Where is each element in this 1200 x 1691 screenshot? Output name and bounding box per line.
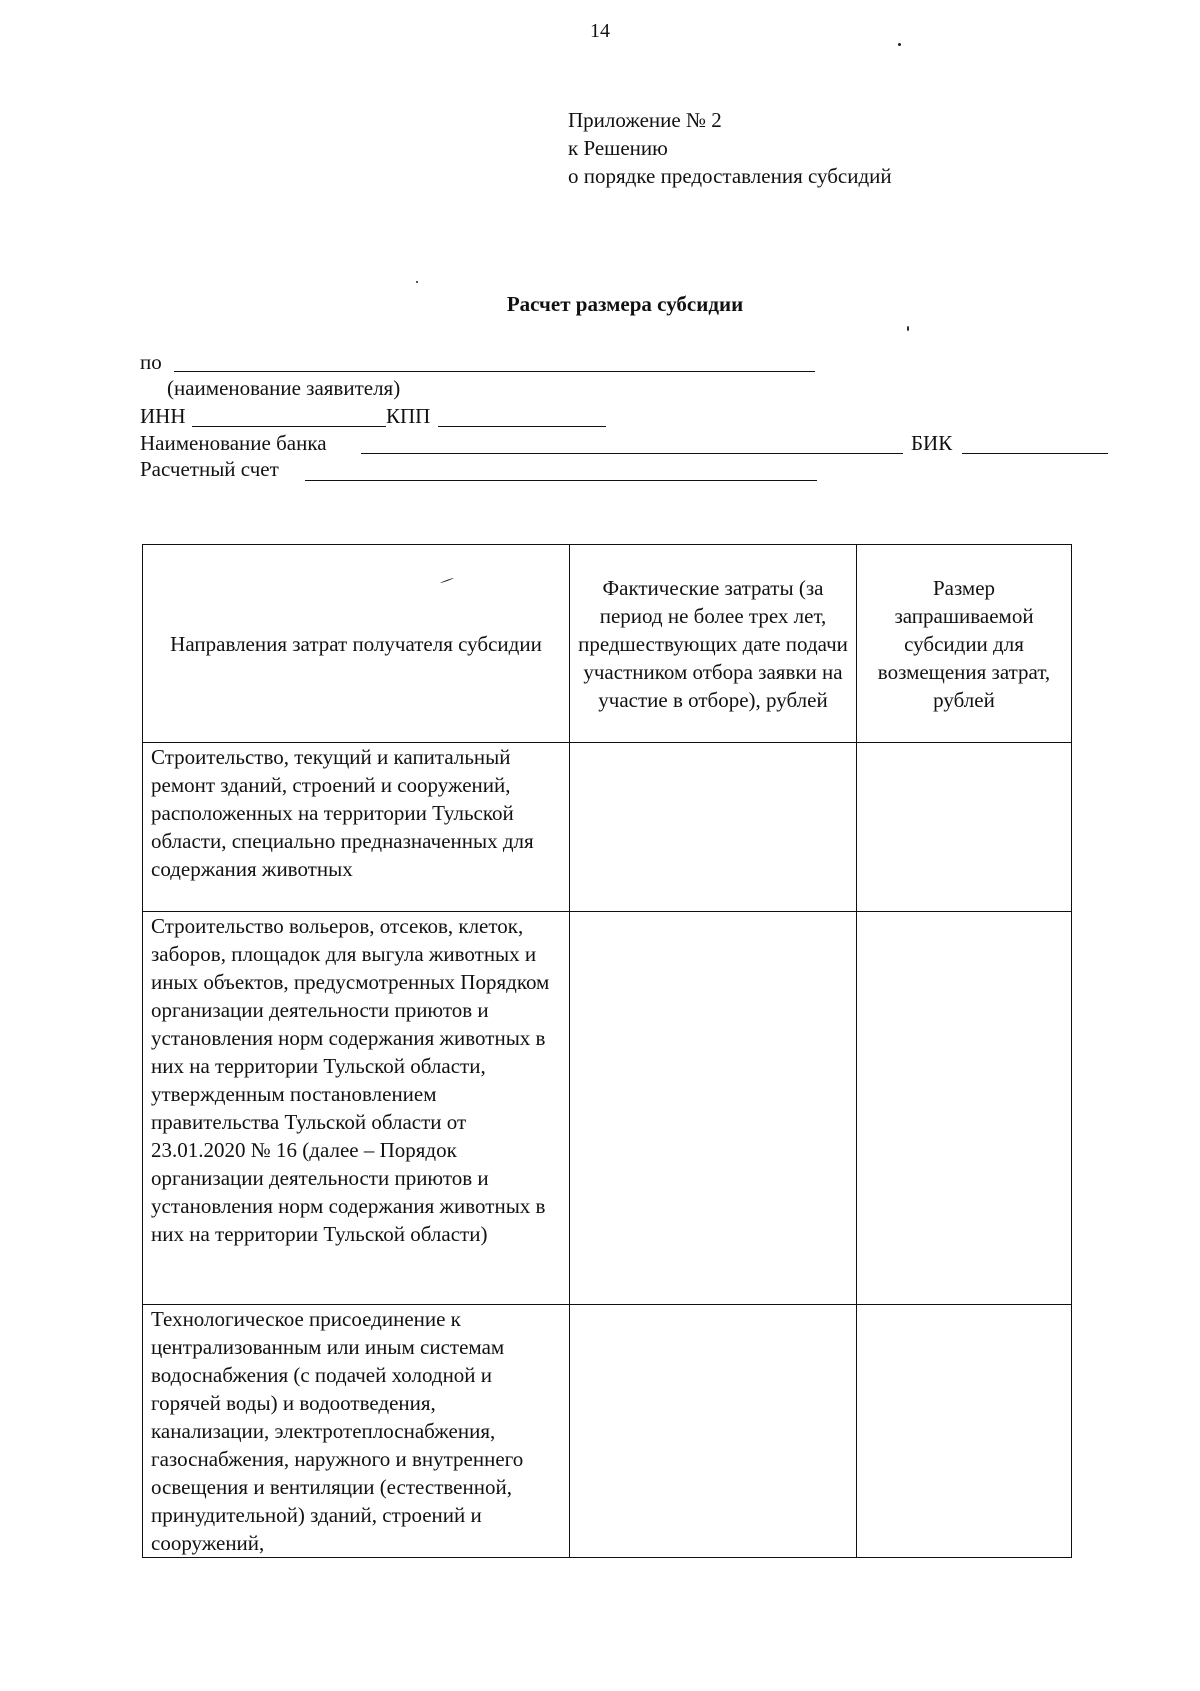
actual-costs-cell[interactable]: [570, 912, 857, 1305]
scan-speck: [907, 326, 909, 331]
table-row: [143, 912, 1072, 1305]
account-label: Расчетный счет: [140, 457, 279, 481]
subsidy-calculation-table: [142, 544, 1072, 1558]
kpp-field[interactable]: [438, 426, 606, 427]
scan-speck: [898, 43, 901, 46]
table-header-row: [143, 545, 1072, 743]
scan-speck: [416, 281, 418, 283]
header-actual-costs: Фактические затраты (за период не более трех лет, предшествующих дате подачи участником отбора заявки на участие в отборе), рублей: [570, 545, 857, 743]
po-label: по: [140, 350, 162, 374]
requested-amount-cell[interactable]: [857, 743, 1072, 912]
applicant-name-field[interactable]: [174, 371, 815, 372]
actual-costs-cell[interactable]: [570, 1305, 857, 1558]
table-row: [143, 743, 1072, 912]
appendix-reference: [568, 106, 892, 190]
inn-label: ИНН: [140, 404, 186, 428]
cost-direction-cell: Строительство, текущий и капитальный ремонт зданий, строений и сооружений, расположенных на территории Тульской области, специально предназначенных для содержания животных: [143, 743, 570, 912]
inn-field[interactable]: [192, 426, 386, 427]
account-field[interactable]: [305, 480, 817, 481]
header-requested-amount: Размер запрашиваемой субсидии для возмещения затрат, рублей: [857, 545, 1072, 743]
requested-amount-cell[interactable]: [857, 912, 1072, 1305]
table-row: [143, 1305, 1072, 1558]
page-number: 14: [590, 20, 610, 42]
bank-name-field[interactable]: [361, 453, 903, 454]
appendix-line-1: Приложение № 2: [568, 108, 722, 132]
requested-amount-cell[interactable]: [857, 1305, 1072, 1558]
bank-name-label: Наименование банка: [140, 431, 327, 455]
actual-costs-cell[interactable]: [570, 743, 857, 912]
cost-direction-cell: Строительство вольеров, отсеков, клеток, заборов, площадок для выгула животных и иных объектов, предусмотренных Порядком организации деятельности приютов и установления норм содержания животных в них на территории Тульской области, утвержденным постановлением правительства Тульской области от 23.01.2020 № 16 (далее – Порядок организации деятельности приютов и установления норм содержания животных в них на территории Тульской области): [143, 912, 570, 1305]
appendix-line-3: о порядке предоставления субсидий: [568, 164, 892, 188]
applicant-caption: (наименование заявителя): [167, 376, 401, 400]
kpp-label: КПП: [386, 404, 431, 428]
bik-label: БИК: [911, 431, 953, 455]
appendix-line-2: к Решению: [568, 136, 668, 160]
cost-direction-cell: Технологическое присоединение к централизованным или иным системам водоснабжения (с подачей холодной и горячей воды) и водоотведения, канализации, электротеплоснабжения, газоснабжения, наружного и внутреннего освещения и вентиляции (естественной, принудительной) зданий, строений и сооружений,: [143, 1305, 570, 1558]
document-title: Расчет размера субсидии: [506, 292, 744, 316]
header-cost-direction: Направления затрат получателя субсидии: [143, 545, 570, 743]
bik-field[interactable]: [962, 453, 1108, 454]
